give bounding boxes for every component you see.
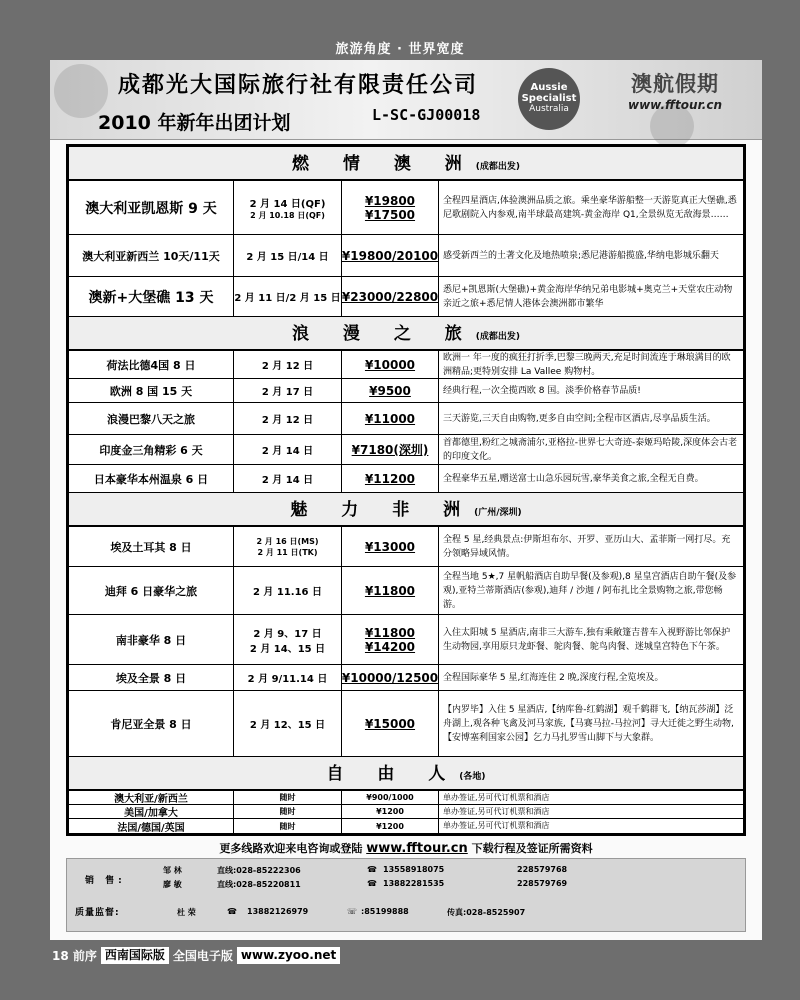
route-price: ¥900/1000 xyxy=(342,791,439,804)
contact-qq: 228579768 xyxy=(517,865,568,874)
route-name: 荷法比德4国 8 日 xyxy=(69,351,234,378)
route-desc: 全程四星酒店,体验澳洲品质之旅。乘坐豪华游船整一天游览真正大堡礁,悉尼歌剧院入内参观,南半球最高建筑-黄金海岸 Q1,全景纵览无敌海景…… xyxy=(443,195,737,220)
top-band xyxy=(0,0,800,60)
route-name: 南非豪华 8 日 xyxy=(69,615,234,664)
license-number: L-SC-GJ00018 xyxy=(372,106,481,124)
contact-box xyxy=(66,858,746,932)
publication-name: 西南国际版 xyxy=(101,947,169,964)
phone-icon: ☎ xyxy=(227,907,237,916)
route-price: ¥19800 xyxy=(364,193,416,208)
contact-name: 邹 林 xyxy=(163,866,182,875)
route-name: 肯尼亚全景 8 日 xyxy=(69,691,234,756)
table-row xyxy=(69,403,743,435)
table-row xyxy=(69,691,743,757)
itinerary-table xyxy=(66,144,746,836)
route-name: 美国/加拿大 xyxy=(69,805,234,818)
route-date: 2 月 9/11.14 日 xyxy=(234,665,342,690)
route-name: 法国/德国/英国 xyxy=(69,819,234,833)
route-date: 2 月 12 日 xyxy=(234,351,342,378)
company-name: 成都光大国际旅行社有限责任公司 xyxy=(118,73,479,98)
more-info-prefix: 更多线路欢迎来电咨询或登陆 xyxy=(219,842,363,855)
route-desc: 单办签证,另可代订机票和酒店 xyxy=(443,792,550,802)
table-row xyxy=(69,615,743,665)
brand-name: 澳航假期 xyxy=(631,72,719,96)
qc-mobile: 13882126979 xyxy=(247,907,309,916)
route-price: ¥11000 xyxy=(364,411,416,426)
telephone-icon: ☏ xyxy=(347,907,358,916)
contact-phone: 直线:028-85220811 xyxy=(217,880,301,889)
route-price: ¥11800 xyxy=(364,625,416,640)
route-desc: 单办签证,另可代订机票和酒店 xyxy=(443,806,550,816)
route-price: ¥1200 xyxy=(342,819,439,833)
route-name: 澳大利亚凯恩斯 9 天 xyxy=(69,181,234,234)
brand-url[interactable]: www.fftour.cn xyxy=(628,98,722,112)
footer-website[interactable]: www.zyoo.net xyxy=(237,947,340,964)
table-row xyxy=(69,235,743,277)
section-title: 燃 情 澳 洲 xyxy=(292,154,476,174)
plan-title: 2010 年新年出团计划 xyxy=(98,112,291,134)
route-date: 2 月 14 日(QF) xyxy=(249,198,326,210)
edition-label: 全国电子版 xyxy=(172,948,233,963)
route-desc: 感受新西兰的土著文化及地热喷泉;悉尼港游船揽盛,华纳电影城乐翻天 xyxy=(443,250,719,261)
aussie-specialist-badge xyxy=(518,68,580,130)
route-desc: 全程当地 5★,7 星帆船酒店自助早餐(及参观),8 星皇宫酒店自助午餐(及参观),亚特兰蒂斯酒店(参观),迪拜 / 沙迦 / 阿布扎比全景购物之旅,带您畅游。 xyxy=(443,571,737,610)
route-date: 2 月 14 日 xyxy=(234,435,342,464)
route-date: 2 月 11 日/2 月 15 日 xyxy=(234,293,341,304)
section-sub: (成都出发) xyxy=(475,332,520,342)
route-name: 埃及土耳其 8 日 xyxy=(69,527,234,566)
route-name: 澳新+大堡礁 13 天 xyxy=(69,277,234,316)
more-info xyxy=(66,840,746,856)
qc-fax: 传真:028-8525907 xyxy=(447,908,526,917)
route-desc: 全程 5 星,经典景点:伊斯坦布尔、开罗、亚历山大、孟菲斯一网打尽。充分领略异域风情。 xyxy=(443,534,731,559)
contact-mobile: 13558918075 xyxy=(383,865,445,874)
section-australia xyxy=(69,147,743,181)
route-date: 2 月 12、15 日 xyxy=(234,691,342,756)
badge-line: Specialist xyxy=(521,93,577,104)
table-row xyxy=(69,351,743,379)
route-name: 浪漫巴黎八天之旅 xyxy=(69,403,234,434)
route-price: ¥13000 xyxy=(364,539,416,554)
table-row xyxy=(69,379,743,403)
route-date: 2 月 14 日 xyxy=(234,465,342,492)
table-row xyxy=(69,665,743,691)
route-desc: 入住太阳城 5 星酒店,南非三大游车,独有乘敞篷吉普车入视野游比邻保护生动物园,享用原只龙虾餐、鸵肉餐、鸵鸟肉餐、迷城皇宫特色下午茶。 xyxy=(443,627,731,652)
route-date: 2 月 11.16 日 xyxy=(234,567,342,614)
badge-line: Aussie xyxy=(530,82,568,93)
route-date: 2 月 9、17 日 xyxy=(253,628,322,640)
route-price: ¥9500 xyxy=(369,383,411,398)
section-title: 浪 漫 之 旅 xyxy=(292,324,476,344)
route-date: 2 月 11 日(TK) xyxy=(257,547,318,557)
table-row xyxy=(69,567,743,615)
route-price: ¥7180(深圳) xyxy=(351,443,429,457)
route-price: ¥14200 xyxy=(364,639,416,654)
badge-line: Australia xyxy=(529,104,569,114)
brand-logo xyxy=(600,68,750,112)
table-row xyxy=(69,805,743,819)
route-price: ¥10000 xyxy=(364,357,416,372)
route-date: 2 月 12 日 xyxy=(234,403,342,434)
route-price: ¥23000/22800 xyxy=(341,289,439,304)
route-desc: 全程国际豪华 5 星,红海连住 2 晚,深度行程,全览埃及。 xyxy=(443,672,664,683)
route-name: 日本豪华本州温泉 6 日 xyxy=(69,465,234,492)
route-name: 澳大利亚/新西兰 xyxy=(69,791,234,804)
page-number: 18 前序 xyxy=(52,948,97,963)
route-name: 迪拜 6 日豪华之旅 xyxy=(69,567,234,614)
route-desc: 【内罗毕】入住 5 星酒店,【纳库鲁-红鹤湖】观千鹤群飞,【纳瓦莎湖】泛舟湖上,观各种飞禽及河马家族,【马赛马拉-马拉河】寻大迁徙之野生动物,【安博塞利国家公园】乞力马扎罗雪山脚下与大象群。 xyxy=(443,704,734,743)
table-row xyxy=(69,819,743,833)
route-name: 澳大利亚新西兰 10天/11天 xyxy=(69,235,234,276)
route-desc: 悉尼+凯恩斯(大堡礁)+黄金海岸华纳兄弟电影城+奥克兰+天堂农庄动物亲近之旅+悉尼情人港体会澳洲都市繁华 xyxy=(443,284,733,309)
contact-mobile: 13882281535 xyxy=(383,879,445,888)
section-sub: (广州/深圳) xyxy=(474,508,522,518)
section-title: 自 由 人 xyxy=(326,764,460,784)
tagline: 旅游角度 · 世界宽度 xyxy=(335,42,465,57)
table-row xyxy=(69,435,743,465)
phone-icon: ☎ xyxy=(367,865,377,874)
section-sub: (成都出发) xyxy=(475,162,520,172)
route-date: 随时 xyxy=(234,805,342,818)
contact-phone: 直线:028-85222306 xyxy=(217,866,301,875)
route-desc: 首都德里,粉红之城斋浦尔,亚格拉-世界七大奇迹-泰姬玛哈陵,深度体会古老的印度文化。 xyxy=(443,437,738,462)
table-row xyxy=(69,791,743,805)
table-row xyxy=(69,465,743,493)
route-date: 2 月 14、15 日 xyxy=(249,643,326,655)
header-banner xyxy=(50,60,762,140)
ad-page xyxy=(50,60,762,940)
route-price: ¥19800/20100 xyxy=(341,248,439,263)
phone-icon: ☎ xyxy=(367,879,377,888)
section-title: 魅 力 非 洲 xyxy=(290,500,475,520)
route-date: 随时 xyxy=(234,819,342,833)
route-price: ¥11800 xyxy=(364,583,416,598)
contact-qq: 228579769 xyxy=(517,879,568,888)
section-sub: (各地) xyxy=(459,772,486,782)
contact-name: 廖 敏 xyxy=(163,880,182,889)
route-price: ¥10000/12500 xyxy=(341,670,439,685)
table-row xyxy=(69,527,743,567)
route-desc: 单办签证,另可代订机票和酒店 xyxy=(443,821,550,830)
qc-tel: :85199888 xyxy=(361,907,409,916)
website-link[interactable]: www.fftour.cn xyxy=(366,841,468,856)
table-row xyxy=(69,181,743,235)
section-romance xyxy=(69,317,743,351)
qc-label: 质量监督: xyxy=(75,908,120,918)
footer xyxy=(52,946,340,964)
section-free xyxy=(69,757,743,791)
route-name: 欧洲 8 国 15 天 xyxy=(69,379,234,402)
route-date: 2 月 15 日/14 日 xyxy=(246,252,329,263)
route-price: ¥17500 xyxy=(364,207,416,222)
route-desc: 三天游览,三天自由购物,更多自由空间;全程市区酒店,尽享品质生活。 xyxy=(443,413,716,424)
route-date: 随时 xyxy=(234,791,342,804)
qc-name: 杜 荣 xyxy=(177,908,196,917)
route-price: ¥15000 xyxy=(364,716,416,731)
more-info-suffix: 下载行程及签证所需资料 xyxy=(471,842,593,855)
route-date: 2 月 17 日 xyxy=(234,379,342,402)
route-name: 埃及全景 8 日 xyxy=(69,665,234,690)
section-africa xyxy=(69,493,743,527)
route-price: ¥1200 xyxy=(342,805,439,818)
sales-label: 销 售: xyxy=(85,876,126,886)
table-row xyxy=(69,277,743,317)
route-desc: 经典行程,一次全揽西欧 8 国。淡季价格春节品质! xyxy=(443,385,641,396)
route-name: 印度金三角精彩 6 天 xyxy=(69,435,234,464)
route-date: 2 月 10.18 日(QF) xyxy=(250,210,325,220)
route-desc: 欧洲一 年一度的疯狂打折季,巴黎三晚两天,充足时间流连于琳琅满目的欧洲精品;更特别安排 La Vallee 购物村。 xyxy=(443,352,731,377)
route-date: 2 月 16 日(MS) xyxy=(256,536,319,546)
route-desc: 全程豪华五星,赠送富士山急乐园玩雪,豪华美食之旅,全程无自费。 xyxy=(443,473,704,484)
route-price: ¥11200 xyxy=(364,471,416,486)
